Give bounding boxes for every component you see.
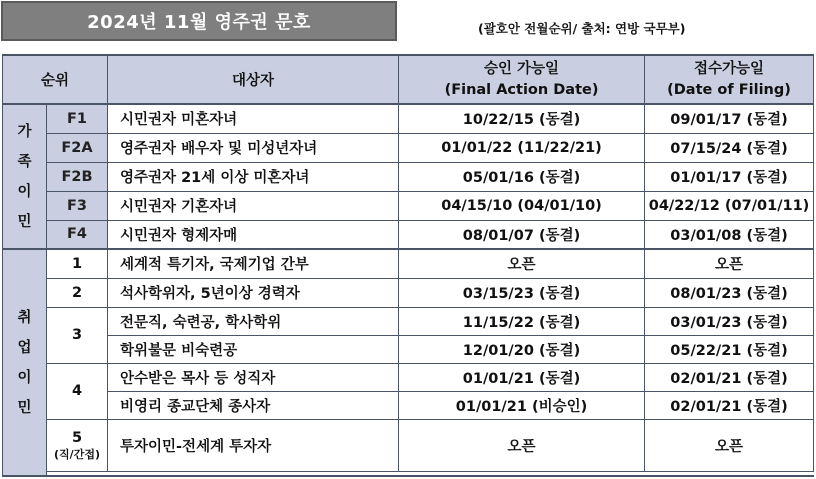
header-filing-line1: 접수가능일	[693, 60, 765, 77]
final-action-date: 08/01/07 (동결)	[399, 220, 645, 249]
rank-code: F1	[47, 104, 108, 133]
table-row	[3, 278, 814, 307]
group-employment-char: 취	[17, 309, 32, 326]
group-employment-char: 이	[17, 369, 32, 386]
table-row	[3, 335, 814, 363]
final-action-date: 오픈	[399, 249, 645, 278]
table-row	[3, 133, 814, 162]
filing-date: 오픈	[645, 249, 814, 278]
rank-code: F4	[47, 220, 108, 249]
rank-code: 3	[47, 307, 108, 363]
final-action-date: 11/15/22 (동결)	[399, 307, 645, 335]
header-row	[3, 55, 814, 104]
table-row	[3, 191, 814, 220]
target-cell: 시민권자 기혼자녀	[108, 191, 399, 220]
target-cell: 시민권자 형제자매	[108, 220, 399, 249]
filing-date: 03/01/08 (동결)	[645, 220, 814, 249]
spacer-row	[3, 471, 814, 476]
final-action-date: 04/15/10 (04/01/10)	[399, 191, 645, 220]
rank-code-sub: (직/간접)	[54, 448, 100, 461]
table-row	[3, 419, 814, 471]
header-target: 대상자	[108, 55, 399, 104]
group-family-char: 가	[17, 123, 32, 140]
group-family-char: 족	[17, 153, 32, 170]
group-employment-char: 민	[17, 399, 32, 416]
table-row	[3, 249, 814, 278]
group-family-char: 이	[17, 183, 32, 200]
page-title: 2024년 11월 영주권 문호	[1, 1, 397, 41]
table-row	[3, 391, 814, 419]
rank-code	[47, 419, 108, 471]
filing-date: 07/15/24 (동결)	[645, 133, 814, 162]
visa-bulletin-table	[2, 54, 814, 477]
final-action-date: 01/01/22 (11/22/21)	[399, 133, 645, 162]
header-final-action	[399, 55, 645, 104]
rank-code: F2A	[47, 133, 108, 162]
rank-code: 1	[47, 249, 108, 278]
rank-code-number: 5	[71, 430, 83, 446]
final-action-date: 01/01/21 (동결)	[399, 363, 645, 391]
header-filing-line2: (Date of Filing)	[667, 81, 791, 98]
header-final-line2: (Final Action Date)	[444, 81, 599, 98]
header-filing	[645, 55, 814, 104]
final-action-date: 03/15/23 (동결)	[399, 278, 645, 307]
filing-date: 08/01/23 (동결)	[645, 278, 814, 307]
final-action-date: 12/01/20 (동결)	[399, 335, 645, 363]
target-cell: 석사학위자, 5년이상 경력자	[108, 278, 399, 307]
final-action-date: 오픈	[399, 419, 645, 471]
final-action-date: 05/01/16 (동결)	[399, 162, 645, 191]
rank-code: F3	[47, 191, 108, 220]
group-employment	[3, 249, 47, 476]
source-note: (괄호안 전월순위/ 출처: 연방 국무부)	[478, 21, 686, 36]
rank-code: 2	[47, 278, 108, 307]
filing-date: 04/22/12 (07/01/11)	[645, 191, 814, 220]
table-row	[3, 363, 814, 391]
target-cell: 세계적 특기자, 국제기업 간부	[108, 249, 399, 278]
rank-code: 4	[47, 363, 108, 419]
filing-date: 02/01/21 (동결)	[645, 391, 814, 419]
filing-date: 03/01/23 (동결)	[645, 307, 814, 335]
target-cell: 영주권자 배우자 및 미성년자녀	[108, 133, 399, 162]
target-cell: 전문직, 숙련공, 학사학위	[108, 307, 399, 335]
final-action-date: 01/01/21 (비승인)	[399, 391, 645, 419]
target-cell: 시민권자 미혼자녀	[108, 104, 399, 133]
target-cell: 영주권자 21세 이상 미혼자녀	[108, 162, 399, 191]
rank-code: F2B	[47, 162, 108, 191]
group-employment-char: 업	[17, 339, 32, 356]
final-action-date: 10/22/15 (동결)	[399, 104, 645, 133]
filing-date: 02/01/21 (동결)	[645, 363, 814, 391]
target-cell: 안수받은 목사 등 성직자	[108, 363, 399, 391]
target-cell: 비영리 종교단체 종사자	[108, 391, 399, 419]
group-family	[3, 104, 47, 249]
group-family-char: 민	[17, 213, 32, 230]
target-cell: 투자이민-전세계 투자자	[108, 419, 399, 471]
filing-date: 01/01/17 (동결)	[645, 162, 814, 191]
filing-date: 09/01/17 (동결)	[645, 104, 814, 133]
header-rank: 순위	[3, 55, 108, 104]
table-row	[3, 104, 814, 133]
header-final-line1: 승인 가능일	[483, 60, 560, 77]
table-row	[3, 162, 814, 191]
table-row	[3, 307, 814, 335]
filing-date: 05/22/21 (동결)	[645, 335, 814, 363]
filing-date: 오픈	[645, 419, 814, 471]
table-row	[3, 220, 814, 249]
target-cell: 학위불문 비숙련공	[108, 335, 399, 363]
